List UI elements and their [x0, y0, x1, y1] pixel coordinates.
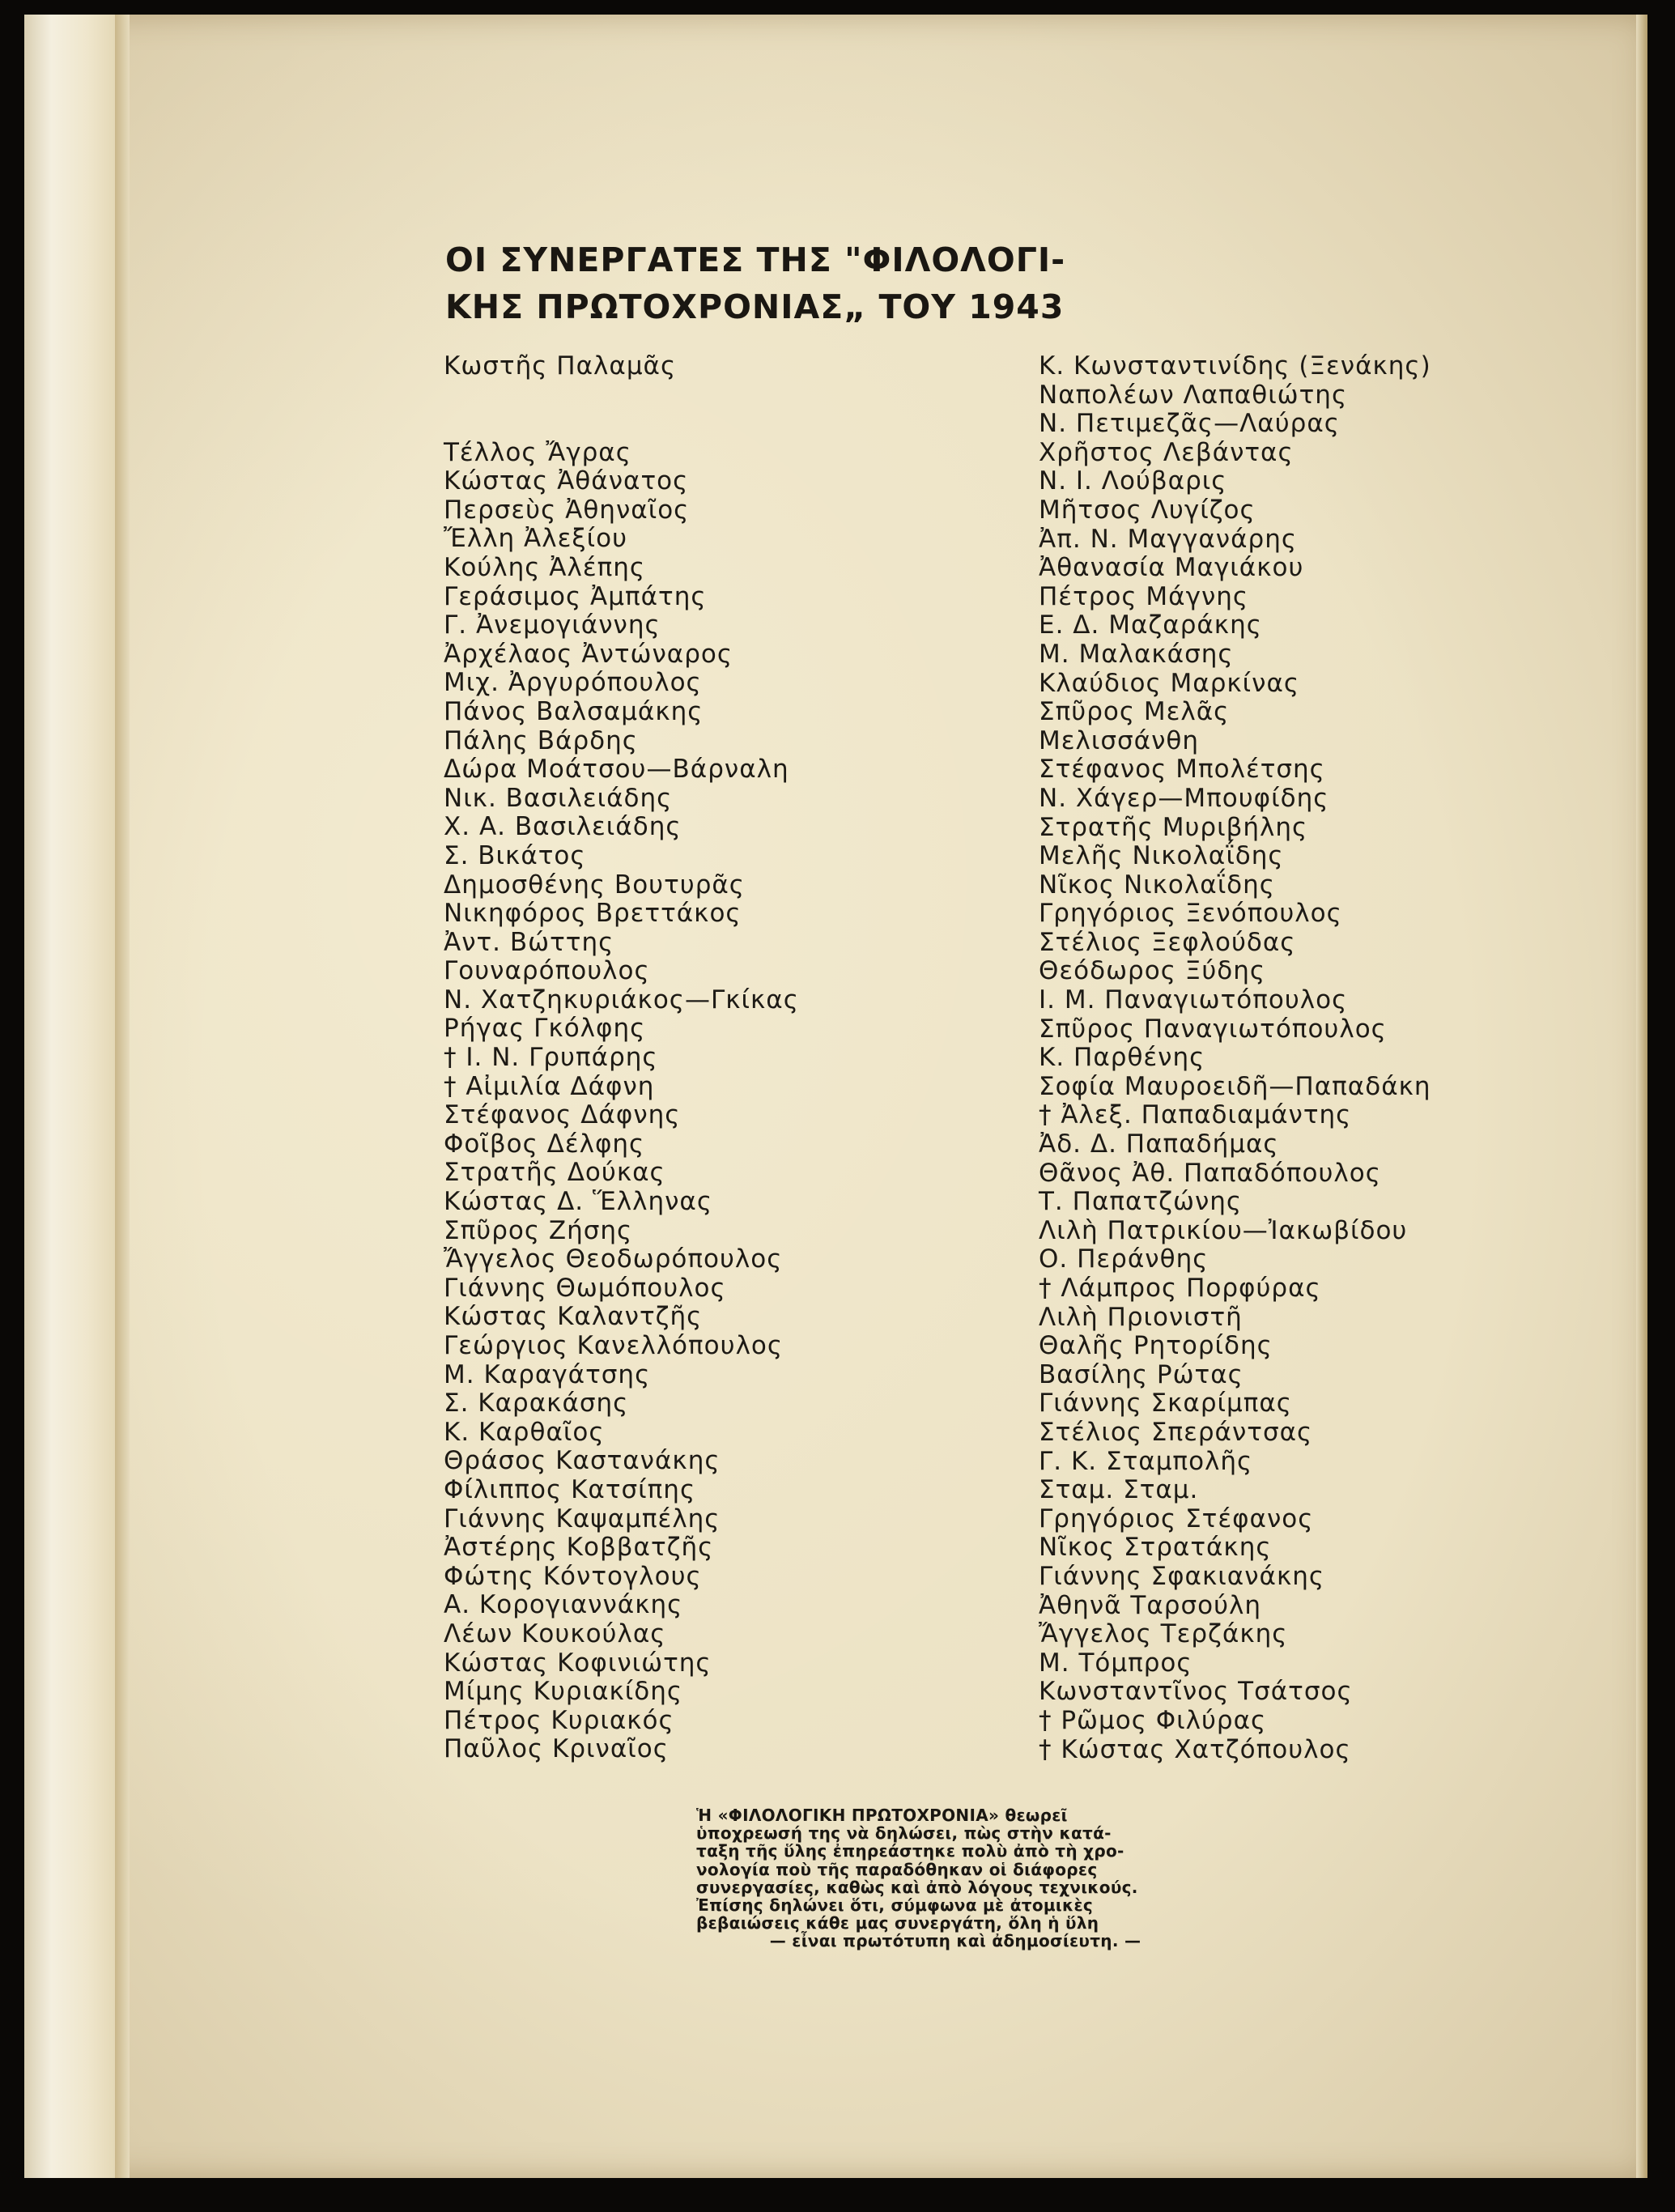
note-line: νολογία ποὺ τῆς παραδόθηκαν οἱ διάφορες [696, 1859, 1098, 1879]
left-contributor-list [444, 352, 799, 1764]
contributor-name: Ἀθανασία Μαγιάκου [1039, 553, 1304, 583]
contributor-name: Χ. Α. Βασιλειάδης [444, 812, 682, 842]
editorial-note [696, 1806, 1214, 1950]
contributor-name: Ι. Μ. Παναγιωτόπουλος [1039, 985, 1348, 1015]
note-line: συνεργασίες, καθὼς καὶ ἀπὸ λόγους τεχνικούς. [696, 1877, 1138, 1897]
contributor-name: Στέλιος Σπεράντσας [1039, 1417, 1313, 1447]
contributor-name: Ναπολέων Λαπαθιώτης [1039, 380, 1348, 410]
contributor-name: Ἔλλη Ἀλεξίου [444, 524, 628, 554]
contributor-name: Σοφία Μαυροειδῆ—Παπαδάκη [1039, 1071, 1431, 1101]
contributor-name: Σπῦρος Ζήσης [444, 1215, 633, 1245]
contributor-name: Χρῆστος Λεβάντας [1039, 437, 1294, 467]
contributor-name: † Ρῶμος Φιλύρας [1039, 1705, 1267, 1735]
contributor-name: Ἀντ. Βώττης [444, 927, 614, 957]
contributor-name: Πάλης Βάρδης [444, 725, 638, 755]
contributor-name: Κώστας Καλαντζῆς [444, 1302, 703, 1332]
page-fold [24, 15, 115, 2178]
title-line-1: ΟΙ ΣΥΝΕΡΓΑΤΕΣ ΤΗΣ "ΦΙΛΟΛΟΓΙ- [445, 240, 1066, 279]
contributor-name: Σ. Καρακάσης [444, 1389, 629, 1419]
contributor-name: Σταμ. Σταμ. [1039, 1475, 1199, 1505]
contributor-name: Μ. Καραγάτσης [444, 1359, 651, 1389]
contributor-name: Πέτρος Μάγνης [1039, 581, 1249, 611]
note-line: βεβαιώσεις κάθε μας συνεργάτη, ὅλη ἡ ὕλη [696, 1913, 1099, 1933]
contributor-name: Κούλης Ἀλέπης [444, 552, 646, 582]
contributor-name: Ρήγας Γκόλφης [444, 1014, 646, 1044]
contributor-name: Φοῖβος Δέλφης [444, 1129, 645, 1159]
contributor-name: Ν. Ι. Λούβαρις [1039, 466, 1227, 496]
contributor-name: Ἄγγελος Τερζάκης [1039, 1619, 1288, 1649]
contributor-name: Θαλῆς Ρητορίδης [1039, 1331, 1273, 1361]
contributor-name: Κωστῆς Παλαμᾶς [444, 351, 677, 381]
contributor-name: Παῦλος Κριναῖος [444, 1734, 669, 1764]
contributor-name: Νικηφόρος Βρεττάκος [444, 899, 742, 929]
contributor-name: Γρηγόριος Ξενόπουλος [1039, 899, 1342, 929]
contributor-name: Ν. Πετιμεζᾶς—Λαύρας [1039, 409, 1340, 439]
contributor-name: Φώτης Κόντογλους [444, 1561, 702, 1591]
contributor-name: Σπῦρος Μελᾶς [1039, 697, 1230, 727]
contributor-name: Κ. Παρθένης [1039, 1043, 1205, 1073]
contributor-name: Σ. Βικάτος [444, 840, 586, 870]
contributor-name: Στρατῆς Δούκας [444, 1158, 665, 1188]
note-line: ταξη τῆς ὕλης ἐπηρεάστηκε πολὺ ἀπὸ τὴ χρο- [696, 1841, 1124, 1861]
note-line: Ἐπίσης δηλώνει ὅτι, σύμφωνα μὲ ἀτομικὲς [696, 1895, 1094, 1916]
contributor-name: Μιχ. Ἀργυρόπουλος [444, 668, 702, 698]
page-title [445, 236, 1109, 330]
contributor-name: Νικ. Βασιλειάδης [444, 783, 673, 813]
contributor-name: Φίλιππος Κατσίπης [444, 1474, 696, 1504]
contributor-name: Ο. Περάνθης [1039, 1244, 1209, 1274]
contributor-name: Θᾶνος Ἀθ. Παπαδόπουλος [1039, 1158, 1381, 1188]
contributor-name: Λέων Κουκούλας [444, 1619, 666, 1648]
page-binding-edge [115, 15, 130, 2178]
contributor-name: Στέφανος Δάφνης [444, 1100, 681, 1130]
contributor-name: Περσεὺς Ἀθηναῖος [444, 495, 690, 525]
contributor-name: Σπῦρος Παναγιωτόπουλος [1039, 1014, 1387, 1044]
contributor-name: Στρατῆς Μυριβήλης [1039, 812, 1308, 842]
contributor-name: Στέλιος Ξεφλούδας [1039, 927, 1296, 957]
contributor-name: Μ. Μαλακάσης [1039, 639, 1234, 669]
contributor-name: Γεώργιος Κανελλόπουλος [444, 1331, 784, 1360]
contributor-name: Στέφανος Μπολέτσης [1039, 755, 1325, 785]
title-line-2: ΚΗΣ ΠΡΩΤΟΧΡΟΝΙΑΣ„ ΤΟΥ 1943 [445, 287, 1065, 326]
contributor-name: Τ. Παπατζώνης [1039, 1187, 1243, 1217]
contributor-name: Πέτρος Κυριακός [444, 1705, 674, 1735]
contributor-name: † Ι. Ν. Γρυπάρης [444, 1043, 658, 1073]
contributor-name: Ἄγγελος Θεοδωρόπουλος [444, 1244, 783, 1274]
contributor-name: Γιάννης Σφακιανάκης [1039, 1561, 1325, 1591]
contributor-name: Δώρα Μοάτσου—Βάρναλη [444, 755, 789, 785]
contributor-name: Γ. Ἀνεμογιάννης [444, 610, 661, 640]
contributor-name: Μ. Τόμπρος [1039, 1648, 1192, 1678]
contributor-name: Βασίλης Ρώτας [1039, 1359, 1243, 1389]
contributor-name: Μελισσάνθη [1039, 725, 1199, 755]
contributor-name: Ἀστέρης Κοββατζῆς [444, 1533, 714, 1563]
contributor-name: Γιάννης Σκαρίμπας [1039, 1389, 1292, 1419]
contributor-name: Ἀρχέλαος Ἀντώναρος [444, 639, 733, 669]
contributor-name: Γρηγόριος Στέφανος [1039, 1504, 1314, 1534]
contributor-name: Κώστας Δ. Ἕλληνας [444, 1187, 713, 1217]
contributor-name: Ἀθηνᾶ Ταρσούλη [1039, 1590, 1262, 1620]
contributor-name: Κωνσταντῖνος Τσάτσος [1039, 1677, 1353, 1707]
contributor-name: Ε. Δ. Μαζαράκης [1039, 610, 1262, 640]
contributor-name: Κώστας Κοφινιώτης [444, 1648, 712, 1678]
contributor-name: Γιάννης Καψαμπέλης [444, 1504, 721, 1534]
contributor-name: Ἀπ. Ν. Μαγγανάρης [1039, 524, 1298, 554]
note-line: — εἶναι πρωτότυπη καὶ ἀδημοσίευτη. — [769, 1931, 1141, 1951]
contributor-name: † Κώστας Χατζόπουλος [1039, 1734, 1351, 1764]
contributor-name: Πάνος Βαλσαμάκης [444, 696, 704, 726]
contributor-name: Μελῆς Νικολαΐδης [1039, 841, 1284, 871]
contributor-name: Δημοσθένης Βουτυρᾶς [444, 870, 746, 900]
page-right-edge [1636, 15, 1647, 2178]
contributor-name: Κ. Καρθαῖος [444, 1417, 605, 1447]
note-line: Ἡ «ΦΙΛΟΛΟΓΙΚΗ ΠΡΩΤΟΧΡΟΝΙΑ» θεωρεῖ [696, 1806, 1068, 1825]
contributor-name: Κλαύδιος Μαρκίνας [1039, 668, 1300, 698]
contributor-name: Θεόδωρος Ξύδης [1039, 956, 1266, 986]
contributor-name: Μίμης Κυριακίδης [444, 1677, 683, 1707]
right-contributor-list [1039, 352, 1431, 1764]
contributor-name: Θράσος Καστανάκης [444, 1446, 721, 1476]
contributor-name: Τέλλος Ἄγρας [444, 437, 631, 467]
contributor-name: Γεράσιμος Ἀμπάτης [444, 581, 707, 611]
list-spacer [444, 381, 799, 439]
contributor-name: † Αἰμιλία Δάφνη [444, 1071, 655, 1101]
contributor-name: Ἀδ. Δ. Παπαδήμας [1039, 1129, 1279, 1159]
contributor-name: Ν. Χάγερ—Μπουφίδης [1039, 783, 1329, 813]
contributor-name: Γ. Κ. Σταμπολῆς [1039, 1446, 1253, 1476]
contributor-name: Ν. Χατζηκυριάκος—Γκίκας [444, 985, 799, 1015]
contributor-name: Κ. Κωνσταντινίδης (Ξενάκης) [1039, 351, 1431, 381]
contributor-name: Λιλὴ Πριονιστῆ [1039, 1302, 1243, 1332]
contributor-name: Γουναρόπουλος [444, 956, 650, 986]
contributor-name: † Λάμπρος Πορφύρας [1039, 1274, 1321, 1303]
contributor-name: Κώστας Ἀθάνατος [444, 466, 689, 496]
contributor-name: Α. Κορογιαννάκης [444, 1590, 683, 1620]
contributor-name: Μῆτσος Λυγίζος [1039, 495, 1256, 525]
contributor-name: Νῖκος Νικολαΐδης [1039, 870, 1275, 900]
contributor-name: † Ἀλεξ. Παπαδιαμάντης [1039, 1100, 1352, 1130]
note-line: ὑποχρεωσή της νὰ δηλώσει, πὼς στὴν κατά- [696, 1823, 1112, 1844]
contributor-name: Λιλὴ Πατρικίου—Ἰακωβίδου [1039, 1215, 1408, 1245]
contributor-name: Γιάννης Θωμόπουλος [444, 1273, 726, 1303]
contributor-name: Νῖκος Στρατάκης [1039, 1533, 1272, 1563]
